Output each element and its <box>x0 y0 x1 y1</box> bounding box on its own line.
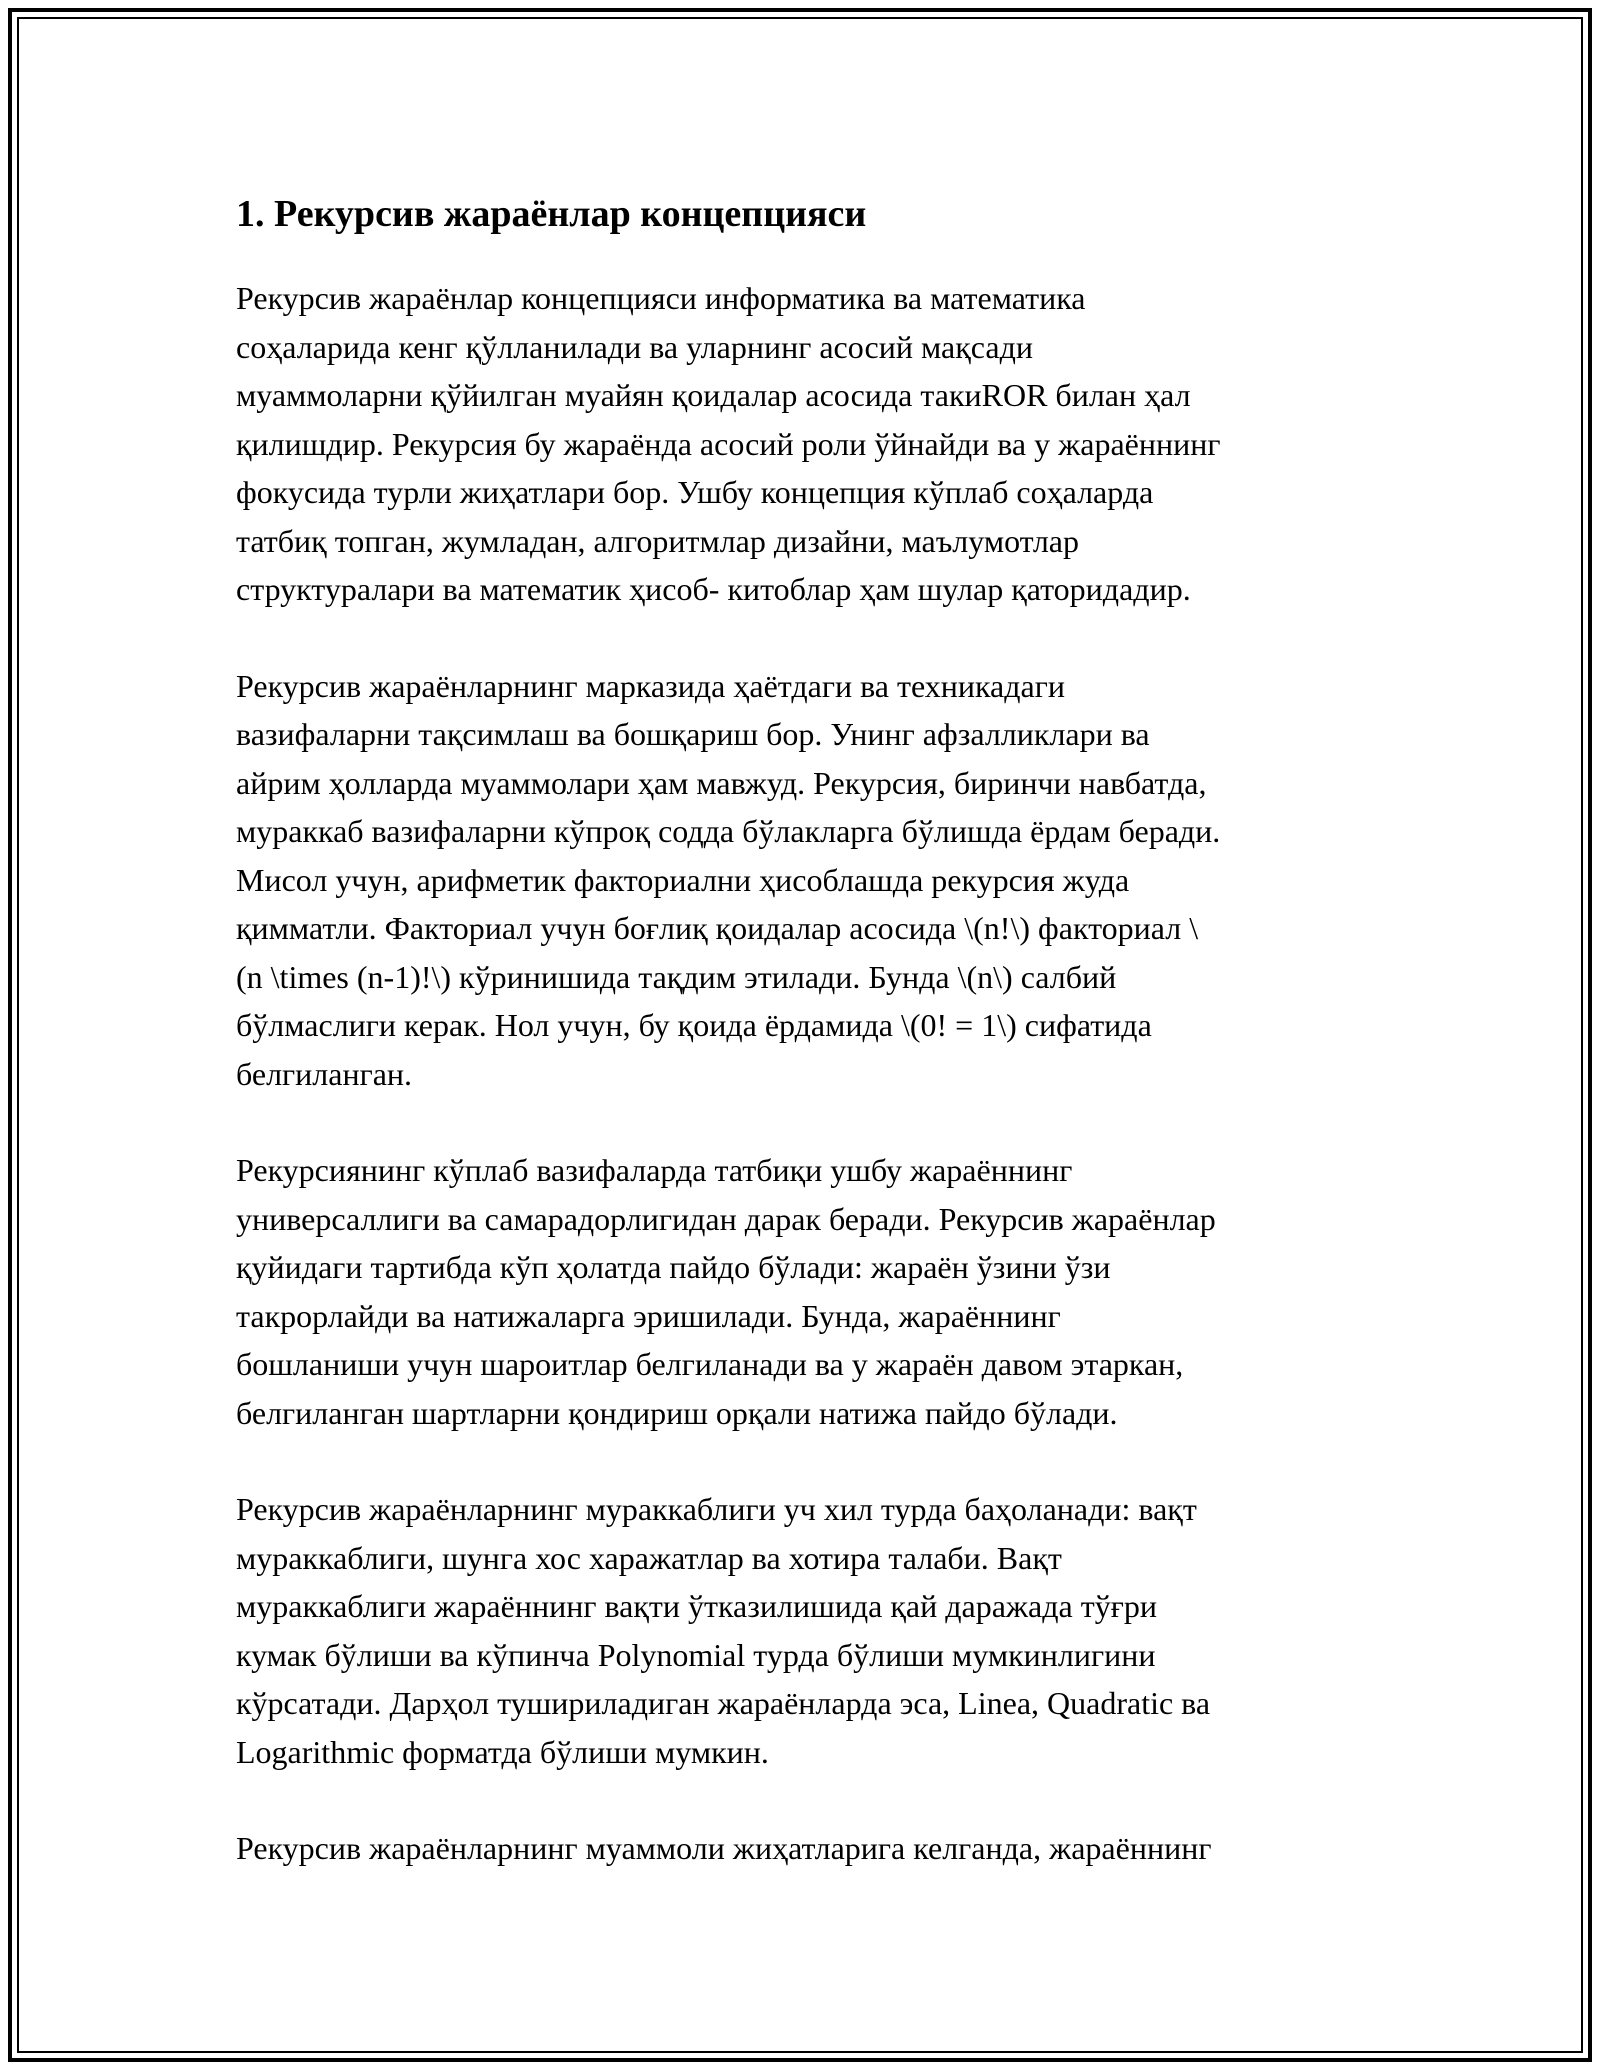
paragraph-4: Рекурсив жараёнларнинг мураккаблиги уч хил турда баҳоланади: вақт мураккаблиги, шунга хос харажатлар ва хотира талаби. Вақт мураккаблиги жараённинг вақти ўтказилишида қай даражада тўғри кумак бўлиши ва кўпинча Polynomial турда бўлиши мумкинлигини кўрсатади. Дарҳол тушириладиган жараёнларда эса, Linea, Quadratic ва Logarithmic форматда бўлиши мумкин. <box>236 1491 1211 1770</box>
document-content <box>236 184 1376 1873</box>
paragraph-5: Рекурсив жараёнларнинг муаммоли жиҳатларига келганда, жараённинг <box>236 1830 1212 1866</box>
paragraph-3: Рекурсиянинг кўплаб вазифаларда татбиқи ушбу жараённинг универсаллиги ва самарадорлигидан дарак беради. Рекурсив жараёнлар қуйидаги тартибда кўп ҳолатда пайдо бўлади: жараён ўзини ўзи такрорлайди ва натижаларга эришилади. Бунда, жараённинг бошланиши учун шароитлар белгиланади ва у жараён давом этаркан, белгиланган шартларни қондириш орқали натижа пайдо бўлади. <box>236 1152 1216 1431</box>
paragraph-1: Рекурсив жараёнлар концепцияси информатика ва математика соҳаларида кенг қўлланилади ва уларнинг асосий мақсади муаммоларни қўйилган муайян қоидалар асосида такиROR билан ҳал қилишдир. Рекурсия бу жараёнда асосий роли ўйнайди ва у жараённинг фокусида турли жиҳатлари бор. Ушбу концепция кўплаб соҳаларда татбиқ топган, жумладан, алгоритмлар дизайни, маълумотлар структуралари ва математик ҳисоб- китоблар ҳам шулар қаторидадир. <box>236 280 1221 607</box>
section-heading: 1. Рекурсив жараёнлар концепцияси <box>236 193 867 235</box>
paragraph-2: Рекурсив жараёнларнинг марказида ҳаётдаги ва техникадаги вазифаларни тақсимлаш ва бошқариш бор. Унинг афзалликлари ва айрим ҳолларда муаммолари ҳам мавжуд. Рекурсия, биринчи навбатда, мураккаб вазифаларни кўпроқ содда бўлакларга бўлишда ёрдам беради. Мисол учун, арифметик факториални ҳисоблашда рекурсия жуда қимматли. Факториал учун боғлиқ қоидалар асосида \(n!\) факториал \ (n \times (n-1)!\) кўринишида тақдим этилади. Бунда \(n\) салбий бўлмаслиги керак. Нол учун, бу қоида ёрдамида \(0! = 1\) сифатида белгиланган. <box>236 667 1221 1092</box>
